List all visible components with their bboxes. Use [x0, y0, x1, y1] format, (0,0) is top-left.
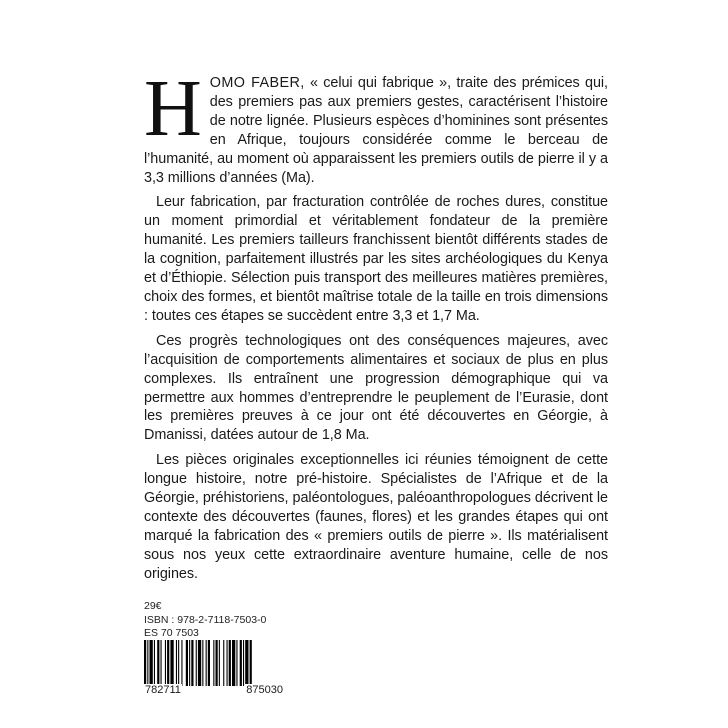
barcode-digits	[144, 684, 284, 696]
paragraph-3: Ces progrès technologiques ont des conséquences majeures, avec l’acquisition de comportements alimentaires et sociaux de plus en plus complexes. Ils entraînent une progression démographique qui va permettre aux hommes d’entreprendre le peuplement de l’Eurasie, dont les premières preuves à ce jour ont été découvertes en Géorgie, à Dmanissi, datées autour de 1,8 Ma.	[144, 332, 608, 444]
barcode-bar	[229, 640, 231, 686]
paragraph-2: Leur fabrication, par fracturation contrôlée de roches dures, constitue un moment primordial et véritablement fondateur de la première humanité. Les premiers tailleurs franchissent bientôt différents stades de la cognition, parfaitement illustrés par les sites archéologiques du Kenya et d’Éthiopie. Sélection puis transport des meilleures matières premières, choix des formes, et bientôt maîtrise totale de la taille en trois dimensions : toutes ces étapes se succèdent entre 3,3 et 1,7 Ma.	[144, 194, 608, 324]
barcode-bar	[243, 640, 244, 686]
barcode-bar	[216, 640, 218, 686]
drop-cap: H	[144, 65, 202, 153]
barcode-bar	[240, 640, 242, 686]
barcode-bars	[144, 640, 284, 686]
barcode-bar	[236, 640, 237, 686]
barcode-bar	[186, 640, 188, 686]
price: 29€	[144, 600, 162, 612]
barcode-bar	[191, 640, 193, 686]
barcode-digits-right: 875030	[246, 684, 283, 696]
barcode-bar	[165, 640, 166, 686]
barcode-bar	[196, 640, 197, 686]
barcode-bar	[178, 640, 179, 686]
barcode-bar	[161, 640, 162, 686]
barcode-bar	[245, 640, 248, 686]
barcode-bar	[198, 640, 201, 686]
barcode-bar	[189, 640, 190, 686]
isbn: ISBN : 978-2-7118-7503-0	[144, 613, 267, 626]
barcode-bar	[232, 640, 235, 686]
barcode-bar	[144, 640, 146, 686]
barcode-bar	[157, 640, 159, 686]
barcode-bar	[202, 640, 203, 686]
paragraph-1-text: « celui qui fabrique », traite des prémices qui, des premiers pas aux premiers gestes, caractérisent l’histoire de notre lignée. Plusieurs espèces d’hominines sont présentes en Afrique, toujours considérée comme le berceau de l’humanité, au moment où apparaissent les premiers outils de pierre il y a 3,3 millions d’années (Ma).	[144, 75, 608, 186]
barcode-digits-left: 782711	[145, 684, 181, 696]
blurb-text	[144, 65, 608, 590]
barcode-bar	[250, 640, 252, 686]
barcode-bar	[181, 640, 182, 686]
barcode-bar	[219, 640, 220, 686]
book-metadata	[144, 600, 266, 641]
barcode-bar	[206, 640, 207, 686]
reference-code: ES 70 7503	[144, 627, 199, 639]
barcode-bar	[176, 640, 177, 686]
barcode-bar	[154, 640, 155, 686]
paragraph-1	[144, 65, 608, 187]
lead-caps: OMO FABER,	[209, 75, 305, 91]
barcode-bar	[150, 640, 153, 686]
barcode-bar	[147, 640, 148, 686]
barcode-bar	[223, 640, 224, 686]
barcode-bar	[167, 640, 169, 686]
barcode-bar	[227, 640, 228, 686]
barcode-bar	[213, 640, 214, 686]
paragraph-4: Les pièces originales exceptionnelles ici réunies témoignent de cette longue histoire, notre pré-histoire. Spécialistes de l’Afrique et de la Géorgie, préhistoriens, paléontologues, paléoanthropologues décrivent le contexte des découvertes (faunes, flores) et les grandes étapes qui ont marqué la fabrication des « premiers outils de pierre ». Ils matérialisent sous nos yeux cette extraordinaire aventure humaine, celle de nos origines.	[144, 452, 608, 582]
barcode-bar	[208, 640, 210, 686]
barcode-bar	[170, 640, 173, 686]
